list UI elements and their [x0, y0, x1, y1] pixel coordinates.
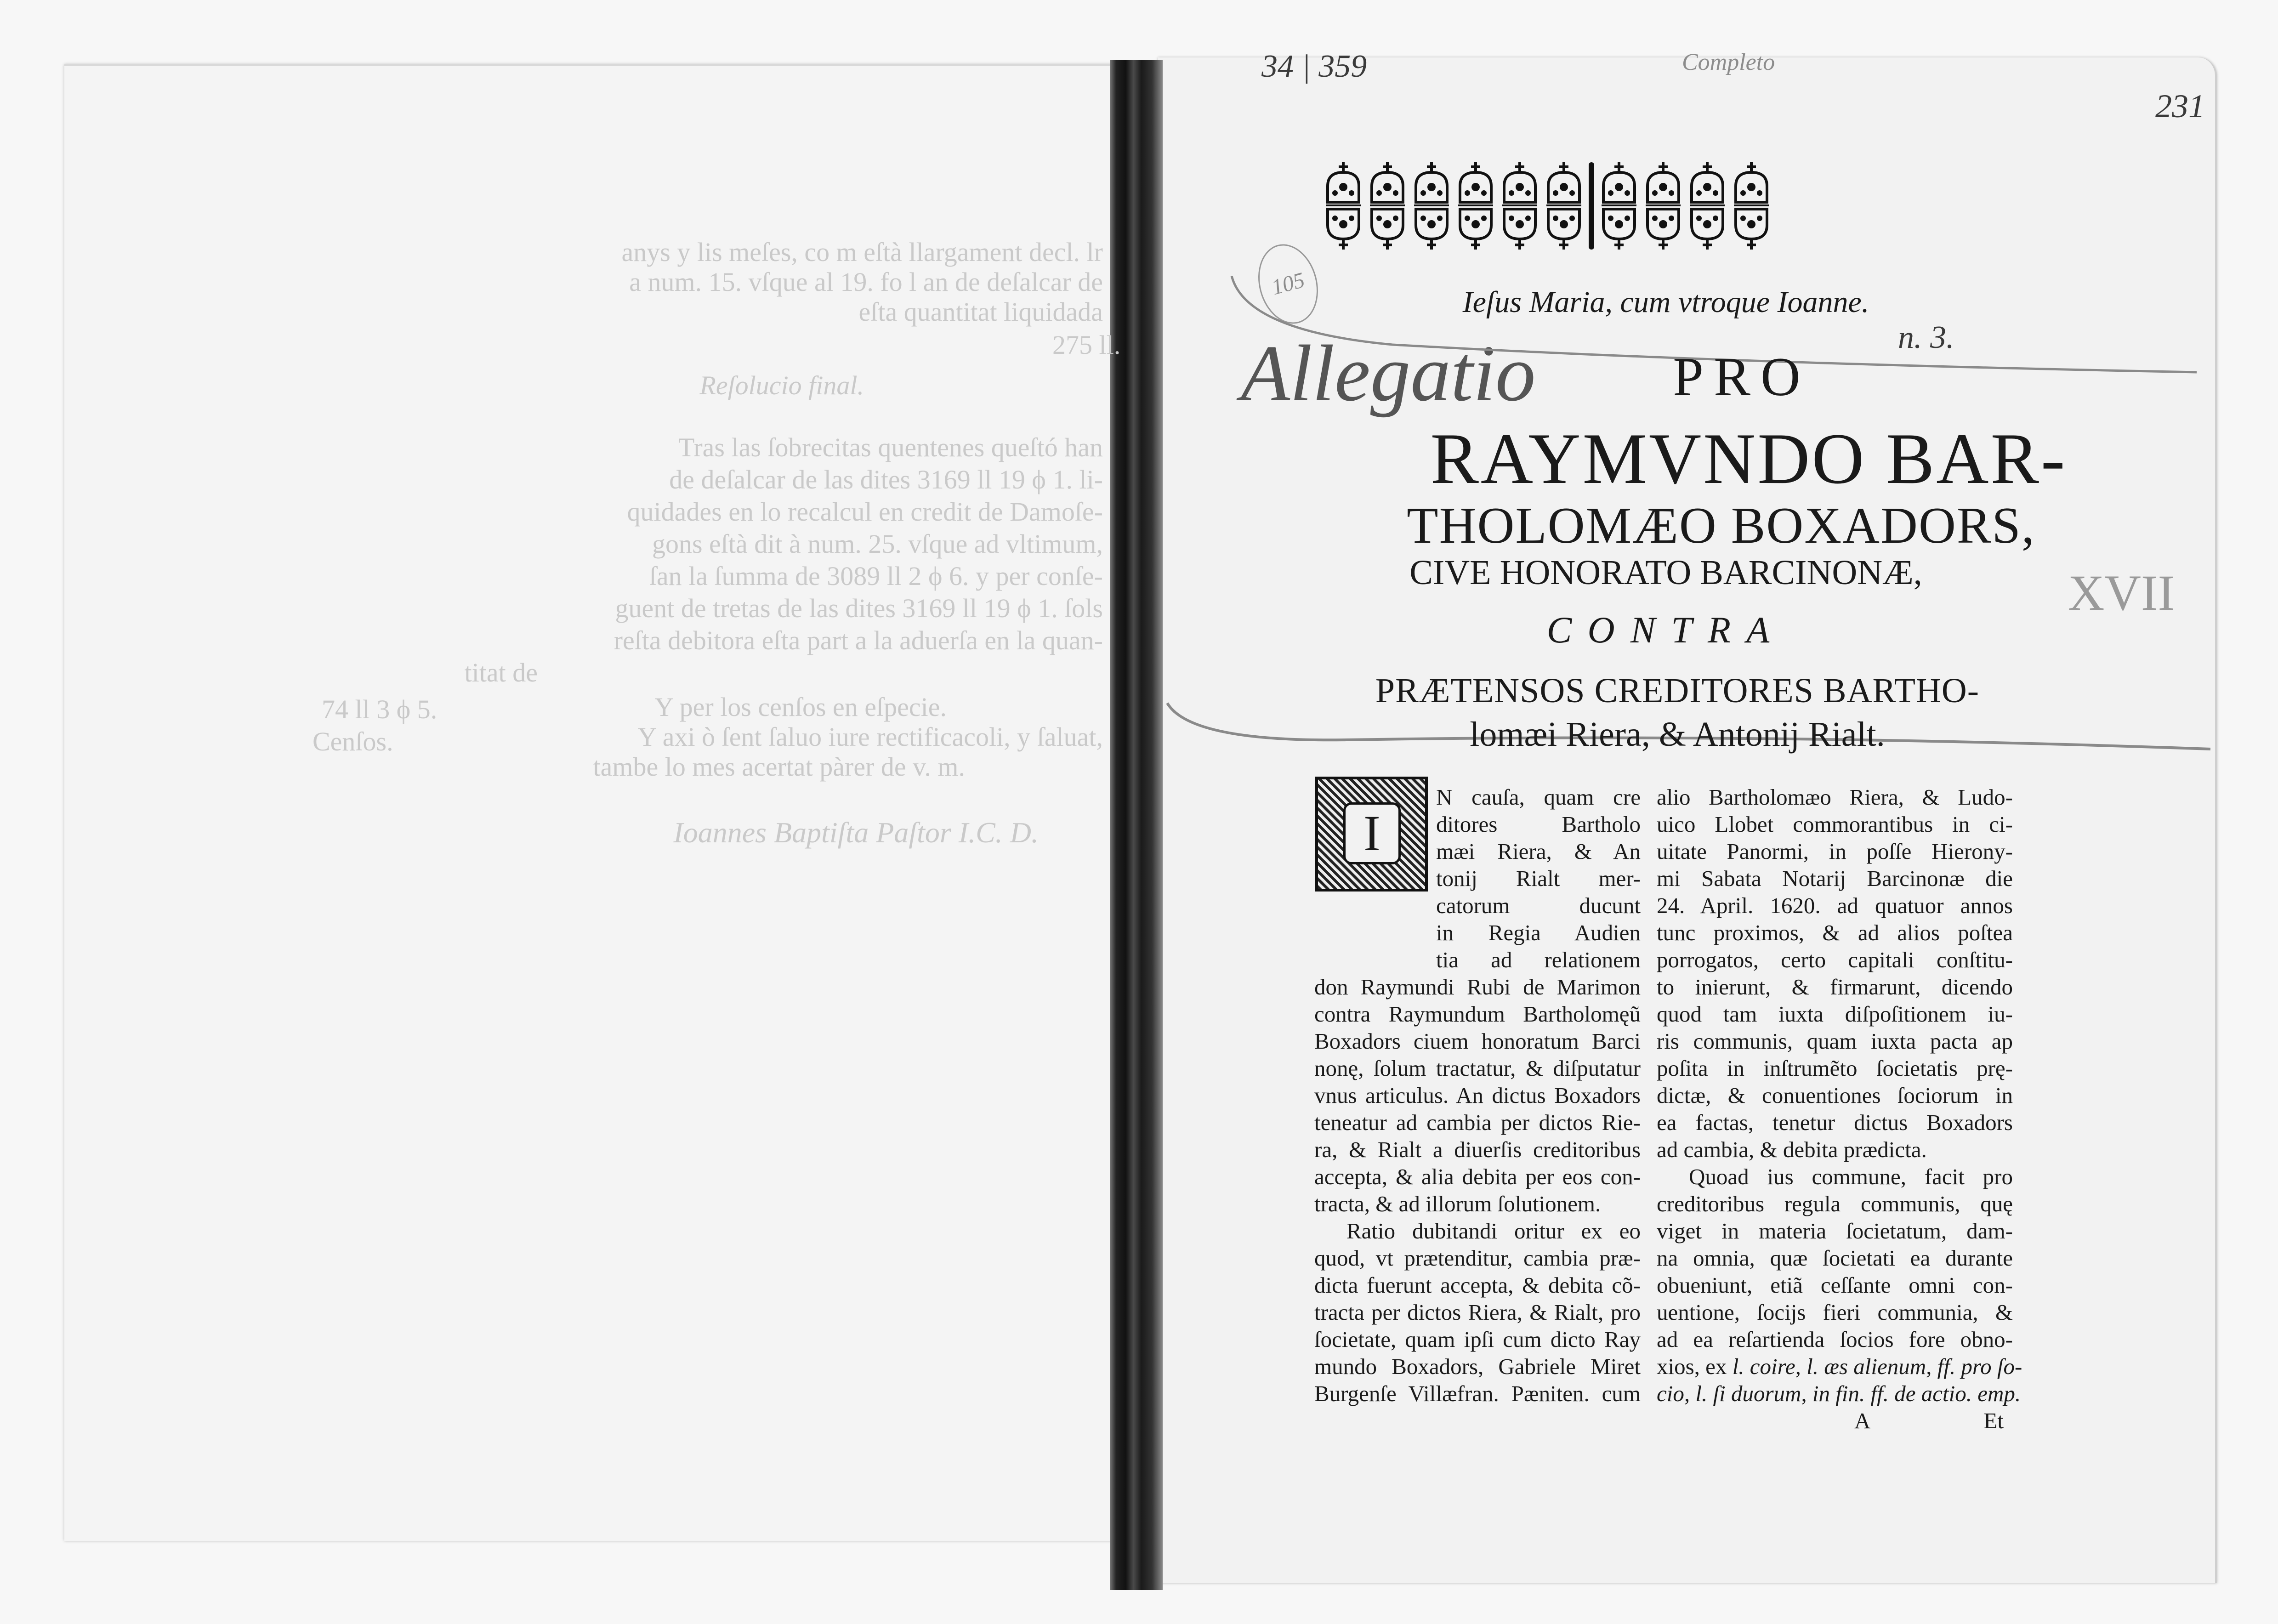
text-line: Burgenſe Villæfran. Pæniten. cum — [1314, 1381, 1641, 1406]
ghost-line: guent de tretas de las dites 3169 ll 19 ϕ 1. ſols — [615, 593, 1103, 623]
text-line: N cauſa, quam cre — [1436, 784, 1641, 810]
title-line-4: PRÆTENSOS CREDITORES BARTHO- — [1375, 671, 1980, 710]
ghost-line: eſta quantitat liquidada — [858, 297, 1103, 327]
ghost-line: anys y lis meſes, co m eſtà llargament decl. lr — [621, 237, 1103, 267]
ornament-fleuron — [1409, 159, 1454, 253]
ornament-fleuron — [1542, 159, 1586, 253]
text-line: tracta per dictos Riera, & Rialt, pro — [1314, 1300, 1641, 1325]
ornament-fleuron — [1597, 159, 1641, 253]
text-line: mi Sabata Notarij Barcinonæ die — [1657, 866, 2013, 891]
ghost-margin-amount: 74 ll 3 ϕ 5. — [322, 694, 437, 724]
printers-ornament-band — [1321, 159, 1790, 253]
ghost-line: gons eſtà dit à num. 25. vſque ad vltimum, — [652, 529, 1103, 559]
text-line: ſocietate, quam ipſi cum dicto Ray — [1314, 1327, 1641, 1352]
text-line: uico Llobet commorantibus in ci- — [1657, 812, 2013, 837]
text-line: mæi Riera, & An — [1436, 839, 1641, 864]
ornament-fleuron — [1641, 159, 1685, 253]
catchword: Et — [1983, 1408, 2004, 1433]
text-line: nonę, ſolum tractatur, & diſputatur — [1314, 1056, 1641, 1081]
ornament-fleuron — [1498, 159, 1542, 253]
text-line: contra Raymundum Bartholomęũ — [1314, 1001, 1641, 1027]
text-line: uentione, ſocijs fieri communia, & — [1657, 1300, 2013, 1325]
drop-cap-letter: I — [1343, 802, 1401, 864]
book-spine — [1110, 60, 1163, 1590]
text-line: dictæ, & conuentiones ſociorum in — [1657, 1083, 2013, 1108]
text-line: viget in materia ſocietatum, dam- — [1657, 1218, 2013, 1244]
text-line: alio Bartholomæo Riera, & Ludo- — [1657, 784, 2013, 810]
text-line: Ratio dubitandi oritur ex eo — [1346, 1218, 1641, 1244]
text-line: quod, vt prætenditur, cambia præ- — [1314, 1245, 1641, 1271]
title-line-3: CIVE HONORATO BARCINONÆ, — [1409, 553, 1922, 592]
ornament-divider — [1589, 162, 1594, 250]
circled-number: 105 — [1269, 267, 1307, 300]
text-line: dicta fuerunt accepta, & debita cõ- — [1314, 1272, 1641, 1298]
text-line: tonij Rialt mer- — [1436, 866, 1641, 891]
ghost-line: Y per los cenſos en eſpecie. — [654, 692, 947, 722]
text-line: na omnia, quæ ſocietati ea durante — [1657, 1245, 2013, 1271]
signature-mark: A — [1854, 1408, 1871, 1433]
title-line-5: lomæi Riera, & Antonij Rialt. — [1470, 715, 1885, 754]
ghost-line: de deſalcar de las dites 3169 ll 19 ϕ 1. li- — [669, 465, 1103, 494]
completo-note: Completo — [1682, 49, 1775, 75]
text-line: ra, & Rialt a diuerſis creditoribus — [1314, 1137, 1641, 1162]
text-line: in Regia Audien — [1436, 920, 1641, 945]
text-line: uitate Panormi, in poſſe Hierony- — [1657, 839, 2013, 864]
show-through-text — [427, 221, 1103, 910]
ghost-margin-censos: Cenſos. — [312, 727, 393, 756]
ornament-fleuron — [1685, 159, 1729, 253]
text-line: tia ad relationem — [1436, 947, 1641, 972]
text-line: ris communis, quam iuxta pacta ap — [1657, 1028, 2013, 1054]
ghost-margin-amount: 275 ll. — [1052, 330, 1121, 360]
text-line: ditores Bartholo — [1436, 812, 1641, 837]
ghost-line: quidades en lo recalcul en credit de Damoſe- — [627, 497, 1103, 527]
allegatio-handwriting: Allegatio — [1241, 329, 1536, 418]
title-pro: PRO — [1673, 346, 1811, 407]
title-line-1: RAYMVNDO BAR- — [1430, 419, 2067, 499]
text-line: ad cambia, & debita prædicta. — [1657, 1137, 1927, 1162]
text-line: accepta, & alia debita per eos con- — [1314, 1164, 1641, 1189]
ghost-heading: Reſolucio final. — [699, 370, 864, 400]
citation-text: xios, ex — [1657, 1354, 1727, 1379]
text-line: quod tam iuxta diſpoſitionem iu- — [1657, 1001, 2013, 1027]
text-line: 24. April. 1620. ad quatuor annos — [1657, 893, 2013, 918]
body-column-right — [1657, 784, 2022, 1434]
ghost-line: reſta debitora eſta part a la aduerſa en la quan- — [614, 625, 1103, 655]
ghost-line: a num. 15. vſque al 19. fo l an de deſalcar de — [629, 267, 1103, 297]
ghost-line: Tras las ſobrecitas quentenes queſtó han — [678, 432, 1103, 462]
text-line: porrogatos, certo capitali conſtitu- — [1657, 947, 2013, 972]
text-line: Boxadors ciuem honoratum Barci — [1314, 1028, 1641, 1054]
ornament-fleuron — [1365, 159, 1409, 253]
text-line: obueniunt, etiã ceſſante omni con- — [1657, 1272, 2013, 1298]
text-line: mundo Boxadors, Gabriele Miret — [1314, 1354, 1641, 1379]
invocation-line: Ieſus Maria, cum vtroque Ioanne. — [1462, 285, 1869, 319]
citation-line — [1657, 1353, 2022, 1380]
text-line: ea factas, tenetur dictus Boxadors — [1657, 1110, 2013, 1135]
text-line: don Raymundi Rubi de Marimon — [1314, 974, 1641, 999]
text-line: ad ea reſartienda ſocios fore obno- — [1657, 1327, 2013, 1352]
text-line: catorum ducunt — [1436, 893, 1641, 918]
ghost-signature: Ioannes Baptiſta Paſtor I.C. D. — [673, 816, 1039, 849]
ornament-fleuron — [1729, 159, 1773, 253]
n-mark-note: n. 3. — [1898, 320, 1954, 355]
ghost-line: tambe lo mes acertat pàrer de v. m. — [593, 752, 965, 782]
text-line: vnus articulus. An dictus Boxadors — [1314, 1083, 1641, 1108]
text-line: teneatur ad cambia per dictos Rie- — [1314, 1110, 1641, 1135]
text-line: Quoad ius commune, facit pro — [1689, 1164, 2013, 1189]
text-line: tunc proximos, & ad alios poſtea — [1657, 920, 2013, 945]
text-line: to inierunt, & firmarunt, dicendo — [1657, 974, 2013, 999]
page-number: 231 — [2155, 88, 2205, 125]
folio-reference-note: 34 | 359 — [1261, 49, 1367, 84]
ghost-line: titat de — [464, 658, 538, 687]
text-line: tracta, & ad illorum ſolutionem. — [1314, 1191, 1601, 1216]
ghost-line: Y axi ò ſent ſaluo iure rectificacoli, y ſaluat, — [637, 722, 1103, 752]
body-column-left — [1314, 784, 1641, 1407]
text-line: creditoribus regula communis, quę — [1657, 1191, 2013, 1216]
citation-line: cio, l. ſi duorum, in fin. ff. de actio. emp. — [1657, 1381, 2021, 1406]
ornament-fleuron — [1454, 159, 1498, 253]
title-line-2: THOLOMÆO BOXADORS, — [1407, 497, 2035, 554]
ornament-fleuron — [1321, 159, 1365, 253]
roman-numeral-note: XVII — [2068, 565, 2175, 621]
text-line: poſita in inſtrumẽto ſocietatis prę- — [1657, 1056, 2013, 1081]
title-contra: CONTRA — [1546, 609, 1785, 651]
citation-italic: l. coire, l. æs alienum, ff. pro ſo- — [1732, 1354, 2022, 1379]
ghost-line: ſan la ſumma de 3089 ll 2 ϕ 6. y per conſe- — [649, 561, 1103, 591]
